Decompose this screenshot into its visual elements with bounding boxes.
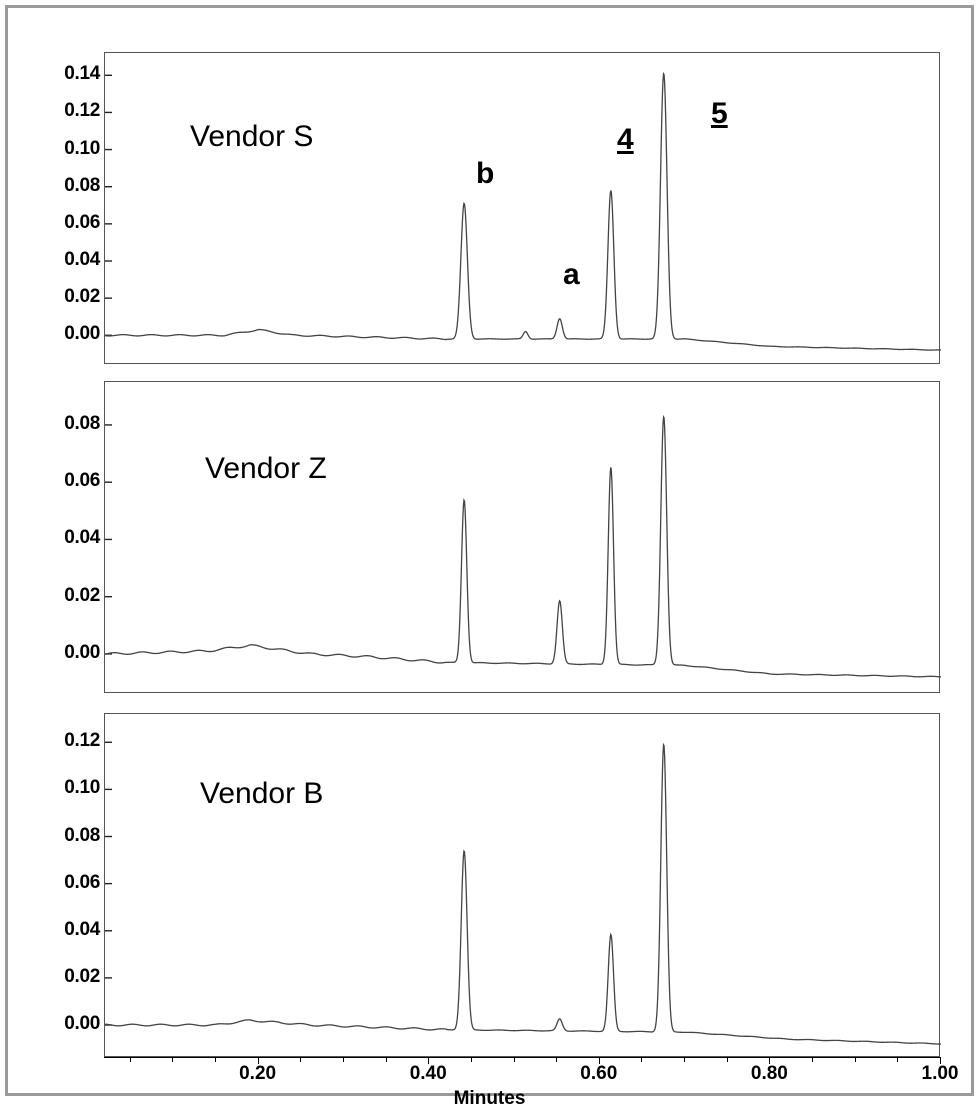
y-tick-label: 0.00 — [64, 641, 100, 663]
panel-label-vendor-s: Vendor S — [190, 120, 314, 153]
y-tick-label: 0.00 — [64, 323, 100, 345]
x-tick-minor — [812, 1057, 813, 1062]
x-tick-minor — [855, 1057, 856, 1062]
x-tick-minor — [897, 1057, 898, 1062]
x-tick-minor — [514, 1057, 515, 1062]
x-tick-label: 0.20 — [239, 1063, 277, 1084]
x-tick-minor — [215, 1057, 216, 1062]
y-tick-label: 0.08 — [64, 412, 100, 434]
x-tick-minor — [172, 1057, 173, 1062]
x-tick-label: 1.00 — [921, 1063, 959, 1084]
x-tick-minor — [343, 1057, 344, 1062]
y-tick-label: 0.06 — [64, 871, 100, 893]
chart-panel-vendor-s — [104, 52, 940, 364]
y-tick-label: 0.04 — [64, 249, 100, 270]
x-tick-minor — [386, 1057, 387, 1062]
x-tick-minor — [556, 1057, 557, 1062]
x-tick-label: 0.40 — [409, 1063, 447, 1084]
x-tick-minor — [471, 1057, 472, 1062]
x-tick-minor — [641, 1057, 642, 1062]
y-tick-label: 0.10 — [64, 777, 100, 799]
peak-label-b: b — [476, 157, 495, 190]
panel-label-vendor-z: Vendor Z — [205, 452, 327, 485]
x-tick-label: 0.60 — [580, 1063, 618, 1084]
x-tick-minor — [300, 1057, 301, 1062]
panel-label-vendor-b: Vendor B — [200, 777, 324, 810]
y-tick-label: 0.04 — [64, 527, 100, 549]
y-tick-label: 0.02 — [64, 965, 100, 987]
y-tick-label: 0.04 — [64, 918, 100, 940]
x-axis-line — [104, 1057, 940, 1058]
peak-label-5: 5 — [711, 97, 728, 130]
y-tick-label: 0.06 — [64, 470, 100, 492]
x-tick-label: 0.80 — [750, 1063, 788, 1084]
x-tick-minor — [684, 1057, 685, 1062]
y-tick-label: 0.02 — [64, 286, 100, 308]
y-tick-label: 0.12 — [64, 100, 100, 122]
y-tick-label: 0.10 — [64, 137, 100, 159]
y-tick-label: 0.12 — [64, 730, 100, 752]
peak-label-4: 4 — [617, 123, 634, 156]
x-axis-title: Minutes — [453, 1088, 526, 1109]
y-tick-label: 0.08 — [64, 174, 100, 196]
chart-panel-vendor-z — [104, 381, 940, 693]
y-tick-label: 0.02 — [64, 584, 100, 606]
y-tick-label: 0.00 — [64, 1013, 100, 1034]
chart-panel-vendor-b — [104, 713, 940, 1057]
y-axis-labels-vendor-b — [20, 713, 100, 1057]
y-tick-label: 0.08 — [64, 824, 100, 846]
y-tick-label: 0.06 — [64, 211, 100, 233]
x-tick-minor — [130, 1057, 131, 1062]
y-axis-labels-vendor-s — [20, 52, 100, 364]
peak-label-a: a — [563, 258, 580, 291]
y-tick-label: 0.14 — [64, 63, 100, 85]
x-tick-minor — [727, 1057, 728, 1062]
y-axis-labels-vendor-z — [20, 381, 100, 693]
